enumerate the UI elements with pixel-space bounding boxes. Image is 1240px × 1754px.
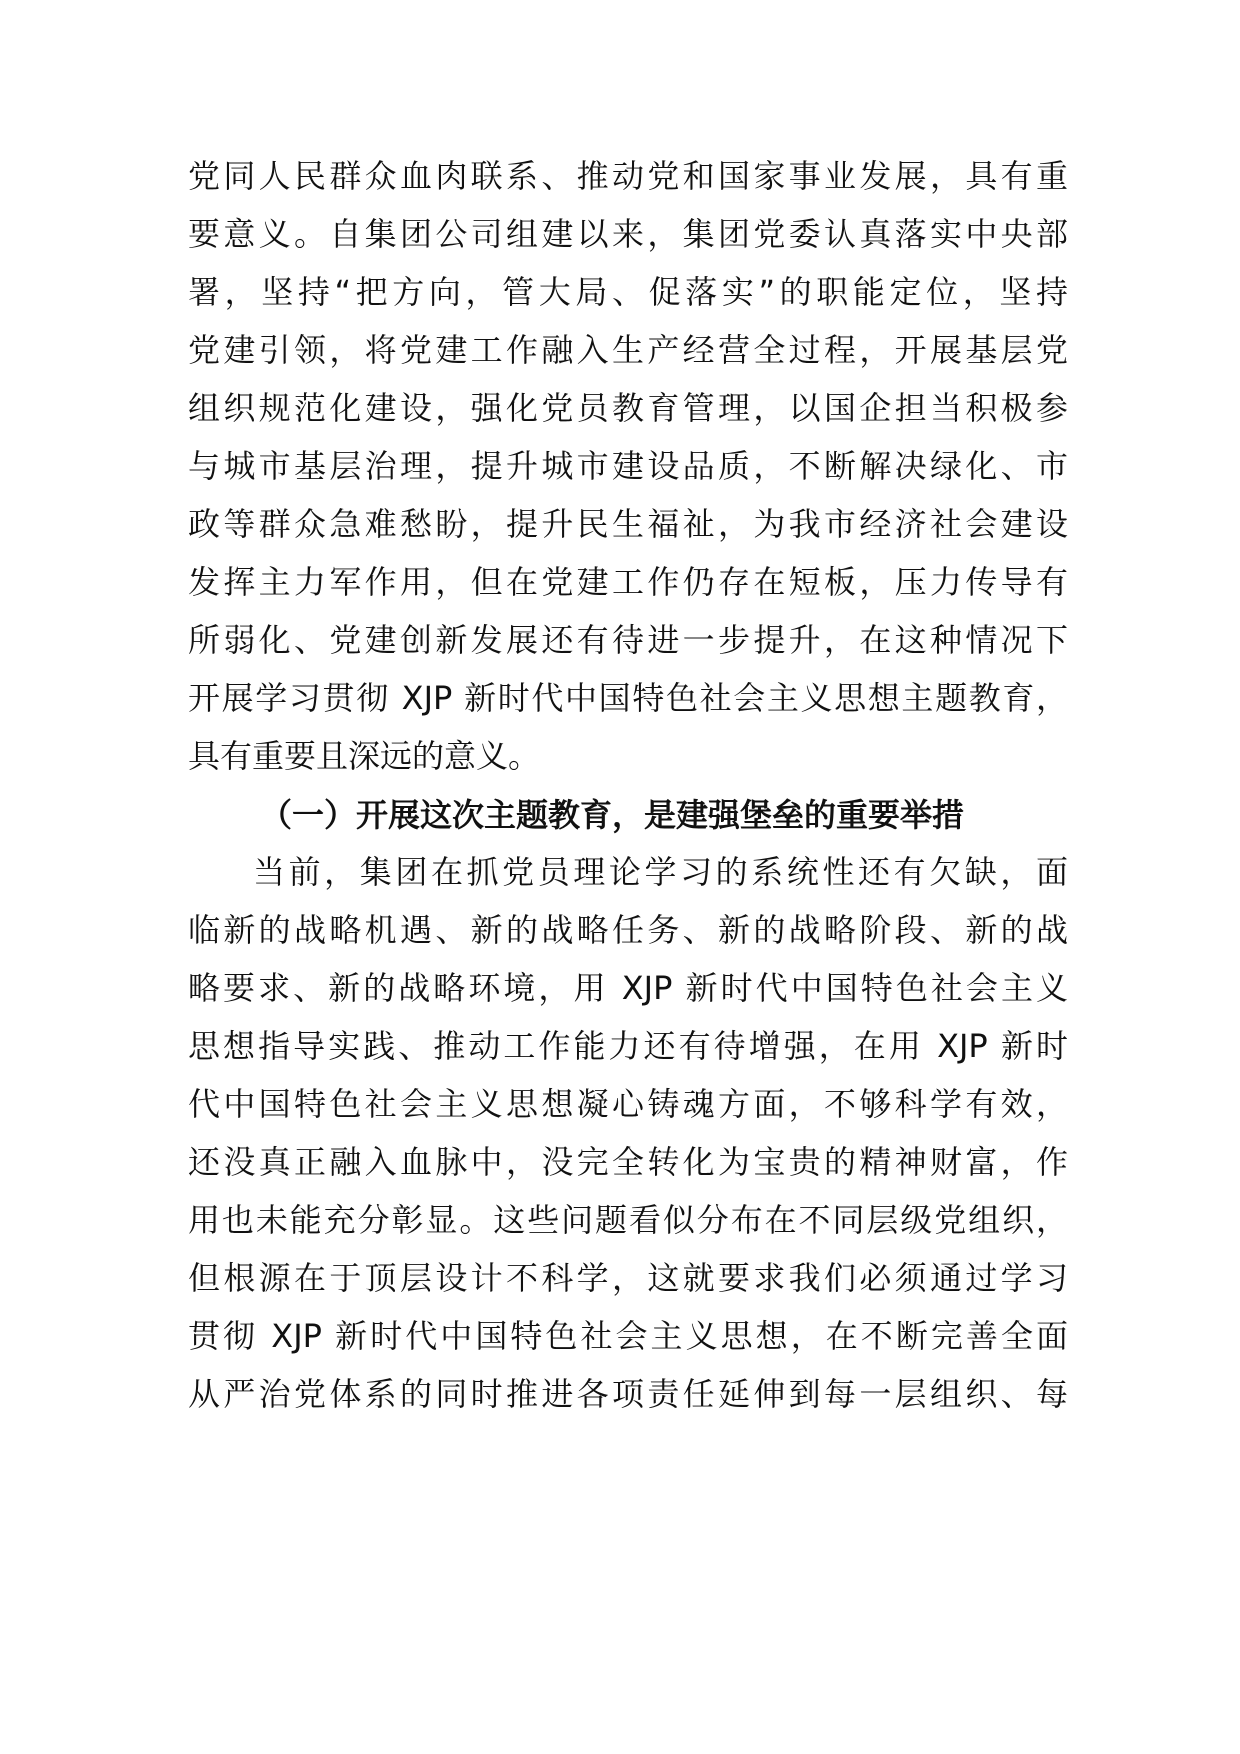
text-line: 开展学习贯彻 XJP 新时代中国特色社会主义思想主题教育， — [188, 679, 1068, 717]
text-line: 要意义。自集团公司组建以来，集团党委认真落实中央部 — [188, 215, 1068, 253]
text-line: 发挥主力军作用，但在党建工作仍存在短板，压力传导有 — [188, 563, 1068, 601]
text-line: 署，坚持“把方向，管大局、促落实”的职能定位，坚持 — [188, 273, 1068, 311]
text-line: 还没真正融入血脉中，没完全转化为宝贵的精神财富，作 — [188, 1143, 1068, 1181]
text-line: 但根源在于顶层设计不科学，这就要求我们必须通过学习 — [188, 1259, 1068, 1297]
text-line: 思想指导实践、推动工作能力还有待增强，在用 XJP 新时 — [188, 1027, 1068, 1065]
text-line: 贯彻 XJP 新时代中国特色社会主义思想，在不断完善全面 — [188, 1317, 1068, 1355]
text-line: 政等群众急难愁盼，提升民生福祉，为我市经济社会建设 — [188, 505, 1068, 543]
text-line: 代中国特色社会主义思想凝心铸魂方面，不够科学有效， — [188, 1085, 1068, 1123]
section-heading: （一）开展这次主题教育，是建强堡垒的重要举措 — [260, 796, 965, 834]
text-line: 略要求、新的战略环境，用 XJP 新时代中国特色社会主义 — [188, 969, 1068, 1007]
text-line: 与城市基层治理，提升城市建设品质，不断解决绿化、市 — [188, 447, 1068, 485]
text-line: 党同人民群众血肉联系、推动党和国家事业发展，具有重 — [188, 157, 1068, 195]
text-line: 当前，集团在抓党员理论学习的系统性还有欠缺，面 — [253, 853, 1068, 891]
text-line: 组织规范化建设，强化党员教育管理，以国企担当积极参 — [188, 389, 1068, 427]
text-line: 临新的战略机遇、新的战略任务、新的战略阶段、新的战 — [188, 911, 1068, 949]
text-line: 党建引领，将党建工作融入生产经营全过程，开展基层党 — [188, 331, 1068, 369]
text-line: 具有重要且深远的意义。 — [188, 737, 541, 775]
text-line: 从严治党体系的同时推进各项责任延伸到每一层组织、每 — [188, 1375, 1068, 1413]
text-line: 所弱化、党建创新发展还有待进一步提升，在这种情况下 — [188, 621, 1068, 659]
text-line: 用也未能充分彰显。这些问题看似分布在不同层级党组织， — [188, 1201, 1068, 1239]
